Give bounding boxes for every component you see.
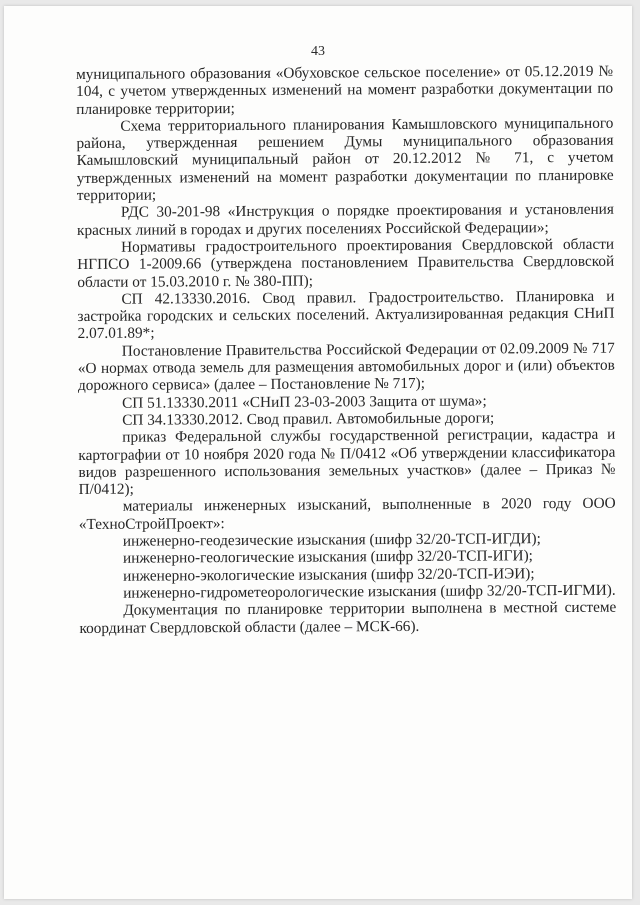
paragraph: муниципального образования «Обуховское сельское поселение» от 05.12.2019 № 104, с учетом утвержденных изменений на момент разработки документации по планировке территории; [76,62,614,118]
paragraph: Документация по планировке территории выполнена в местной системе координат Свердловской области (далее – МСК-66). [79,598,617,637]
paragraph: приказ Федеральной службы государственной регистрации, кадастра и картографии от 10 ноября 2020 года № П/0412 «Об утверждении классификатора видов разрешенного использования земельных участков» (далее – Приказ № П/0412); [78,425,616,499]
list-item: инженерно-гидрометеорологические изыскания (шифр 32/20-ТСП-ИГМИ). [123,581,616,602]
list-item: инженерно-геологические изыскания (шифр 32/20-ТСП-ИГИ); [122,547,533,568]
paragraph: материалы инженерных изысканий, выполненные в 2020 году ООО «ТехноСтройПроект»: [78,495,616,533]
paragraph: СП 51.13330.2011 «СНиП 23-03-2003 Защита от шума»; [122,392,487,412]
document-body [76,63,616,637]
paragraph: СП 42.13330.2016. Свод правил. Градостроительство. Планировка и застройка городских и сельских поселений. Актуализированная редакция СНиП 2.07.01.89*; [77,287,615,343]
paragraph: СП 34.13330.2012. Свод правил. Автомобильные дороги; [122,409,495,429]
page-number: 43 [311,44,325,59]
paragraph: РДС 30-201-98 «Инструкция о порядке проектирования и установления красных линий в городах и других поселениях Российской Федерации»; [76,201,614,239]
paragraph: Схема территориального планирования Камышловского муниципального района, утвержденная решением Думы муниципального образования Камышловский муниципальный район от 20.12.2012 № 71, с учетом утвержденных изменений на момент разработки документации по планировке территории; [76,114,614,205]
paragraph: Постановление Правительства Российской Федерации от 02.09.2009 № 717 «О нормах отвода земель для размещения автомобильных дорог и (или) объектов дорожного сервиса» (далее – Постановление № 717); [77,339,615,395]
list-item: инженерно-экологические изыскания (шифр 32/20-ТСП-ИЭИ); [123,564,535,585]
paragraph: Нормативы градостроительного проектирования Свердловской области НГПСО 1-2009.66 (утверждена постановлением Правительства Свердловской области от 15.03.2010 г. № 380-ПП); [77,235,615,291]
list-item: инженерно-геодезические изыскания (шифр 32/20-ТСП-ИГДИ); [122,530,541,550]
document-page [4,6,632,899]
